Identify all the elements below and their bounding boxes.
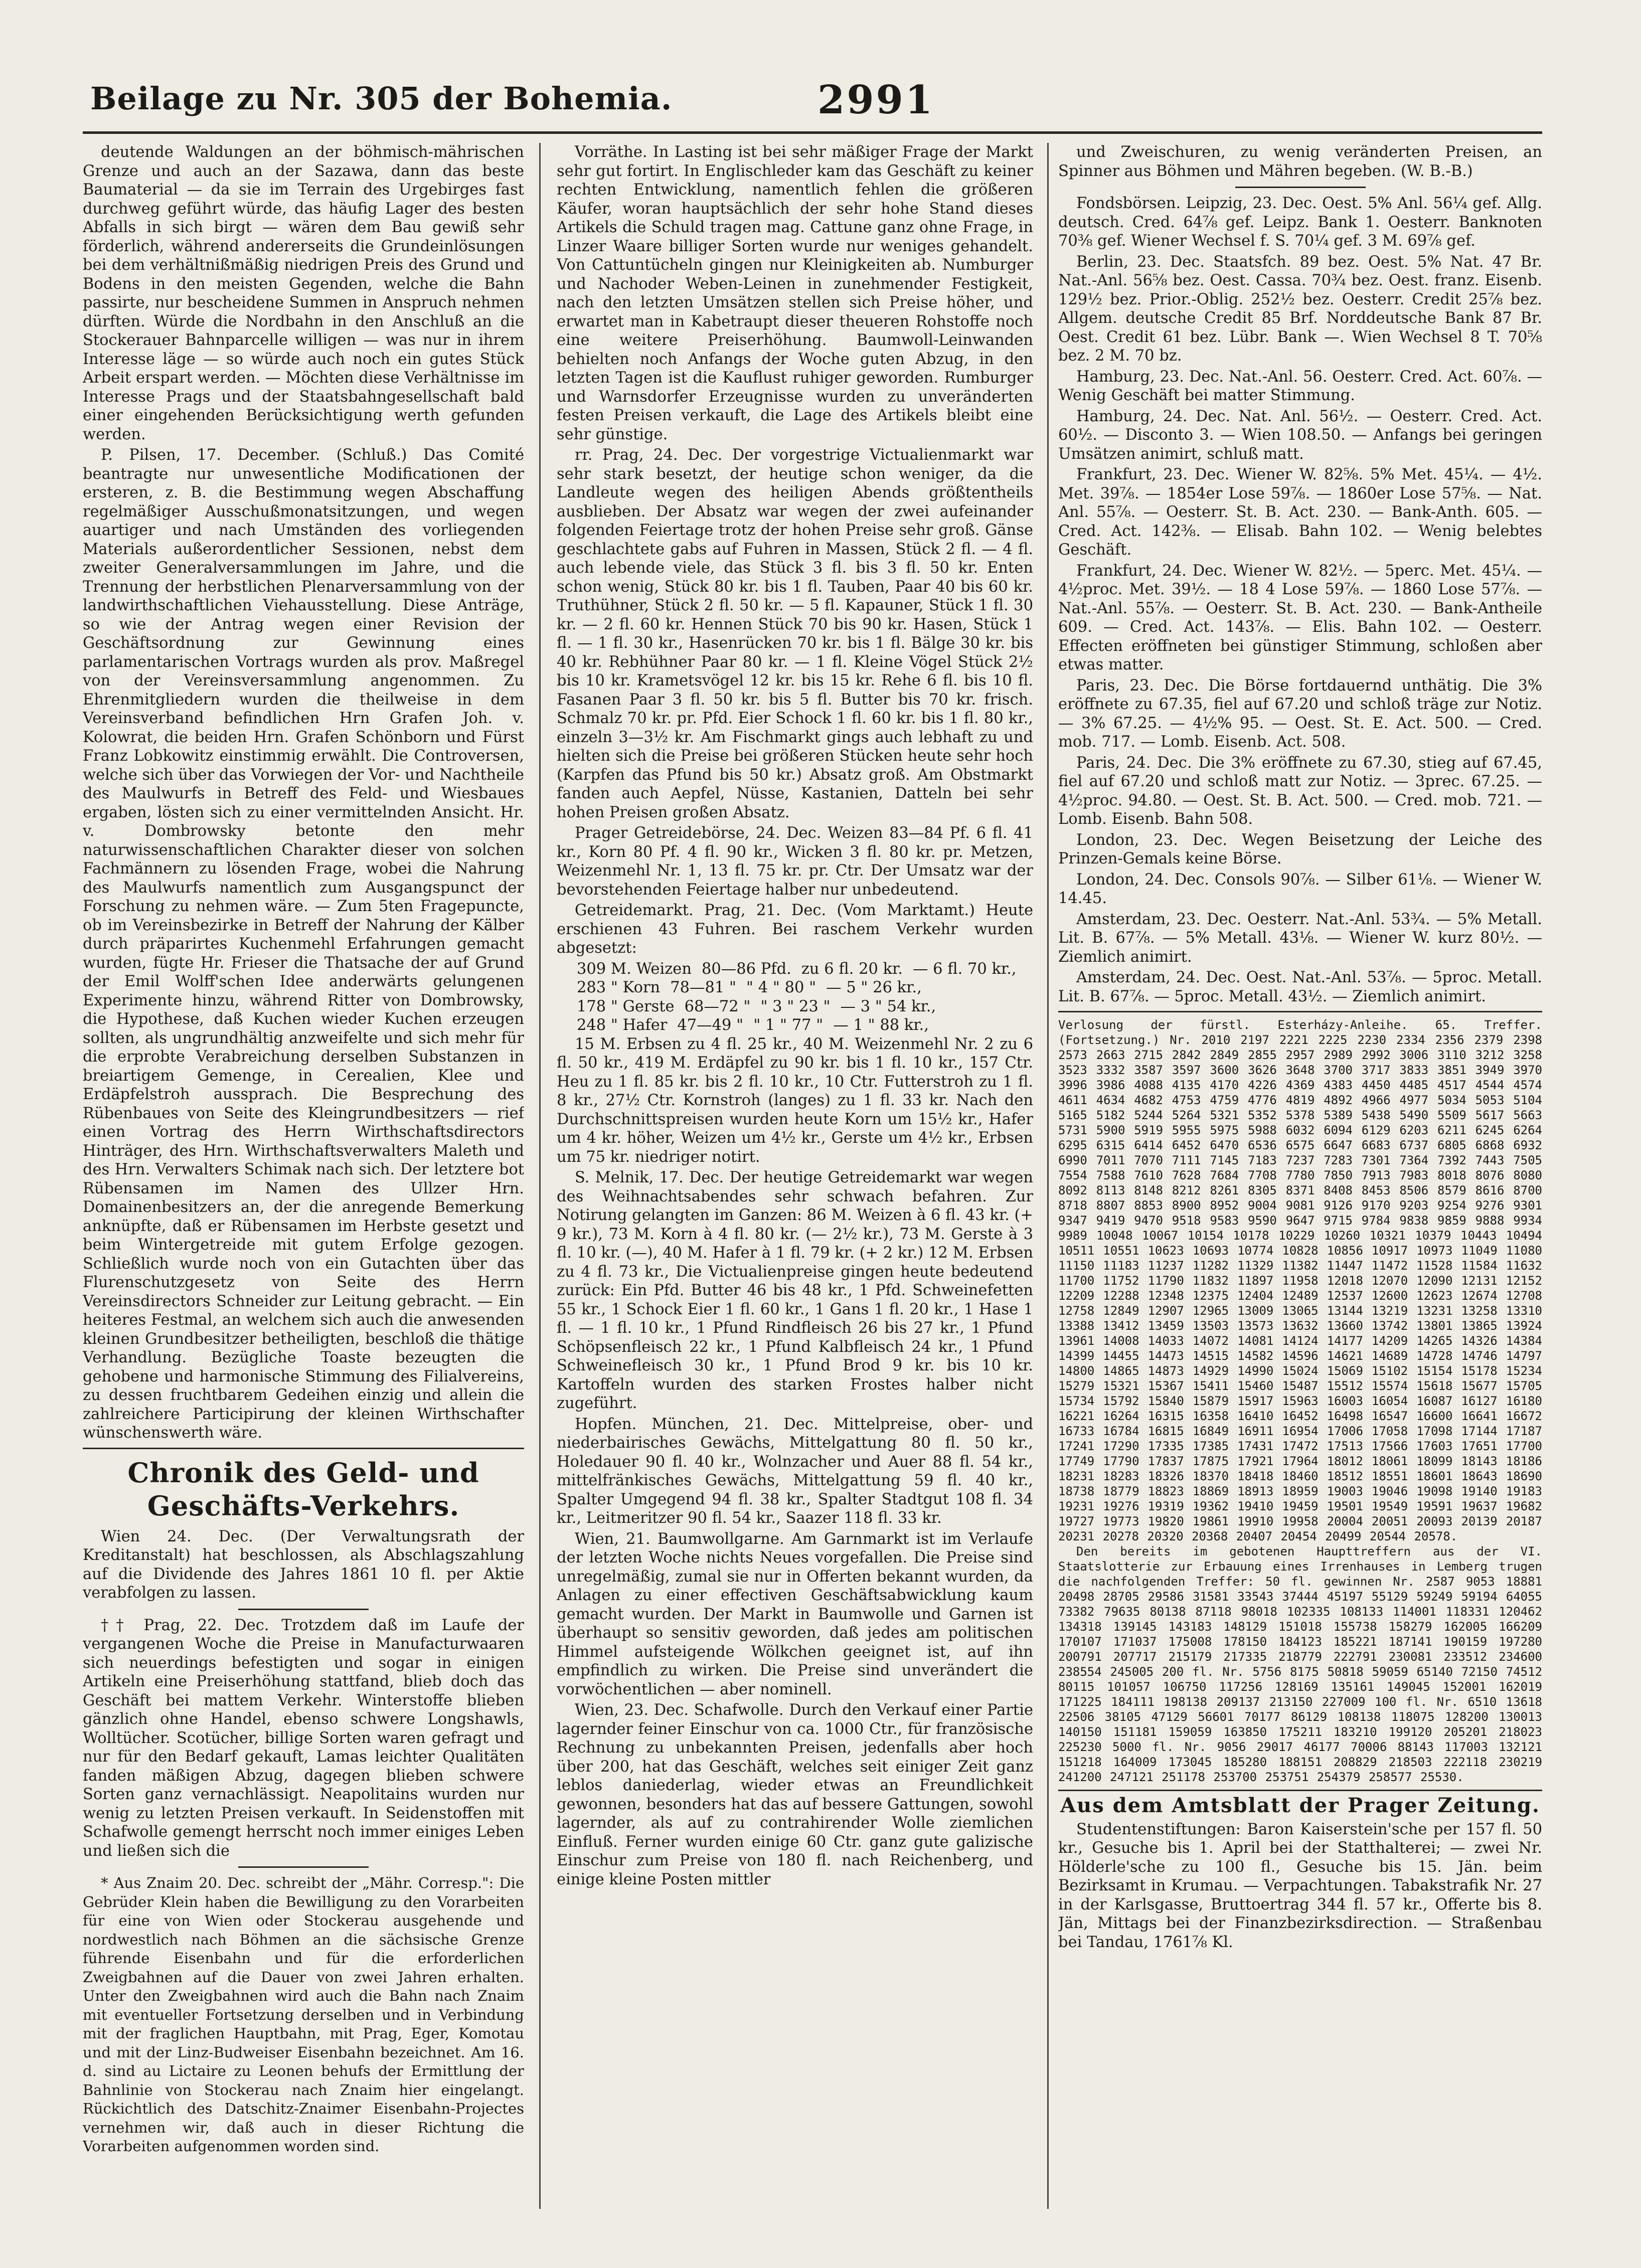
article-paragraph: Berlin, 23. Dec. Staatsfch. 89 bez. Oest. 5% Nat. 47 Br. Nat.-Anl. 56⅝ bez. Oest. Cassa. 70¾ bez. Oest. franz. Eisenb. 129½ bez. Prior.-Oblig. 252½ bez. Oesterr. Credit 25⅞ bez. Allgem. deutsche Credit 85 Brf. Norddeutsche Bank 87 Br. Oest. Credit 61 bez. Lübr. Bank —. Wien Wechsel 8 T. 70⅝ bez. 2 M. 70 bz. (1058, 253, 1542, 365)
lottery-prizes: Den bereits im gebotenen Haupttreffern aus der VI. Staatslotterie zur Erbauung eines Irrenhauses in Lemberg trugen die nachfolgenden Treffer: 50 fl. gewinnen Nr. 2587 9053 18881 20498 28705 29586 31581 33543 37444 45197 55129 59249 59194 64055 73382 79635 80138 87118 98018 102335 108133 114001 118331 120462 134318 139145 143183 148129 151018 155738 158279 162005 166209 170107 171037 175008 178150 184123 185221 187141 190159 197280 200791 207717 215179 217335 218779 222791 230081 233512 234600 238554 245005 200 fl. Nr. 5756 8175 50818 59059 65140 72150 74512 80115 101057 106750 117256 128169 135161 149045 152001 162019 171225 184111 198138 209137 213150 227009 100 fl. Nr. 6510 13618 22506 38105 47129 56601 70177 86129 108138 118075 128200 130013 140150 151181 159059 163850 175211 183210 199120 205201 218023 225230 5000 fl. Nr. 9056 29017 46177 70006 88143 117003 132121 151218 164009 173045 185280 188151 208829 218503 222118 230219 241200 247121 251178 253700 253751 254379 258577 25530. (1058, 1544, 1542, 1784)
article-paragraph: Wien 24. Dec. (Der Verwaltungsrath der Kreditanstalt) hat beschlossen, als Abschlagszahlung auf die Dividende des Jahres 1861 10 fl. per Aktie verabfolgen zu lassen. (83, 1527, 524, 1602)
article-paragraph: Hamburg, 24. Dec. Nat. Anl. 56½. — Oesterr. Cred. Act. 60½. — Disconto 3. — Wien 108.50. — Anfangs bei geringen Umsätzen animirt, schluß matt. (1058, 407, 1542, 463)
article-paragraph: Wien, 21. Baumwollgarne. Am Garnmarkt ist im Verlaufe der letzten Woche nichts Neues vorgefallen. Die Preise sind unregelmäßig, zumal sie nur in Offerten bekannt wurden, da Anlagen zu einer effectiven Geschäftsabwicklung kaum gemacht wurden. Der Markt in Baumwolle und Garnen ist überhaupt so sensitiv geworden, daß jedes am politischen Himmel aufsteigende Wölkchen geeignet ist, auf ihn empfindlich zu wirken. Die Preise sind unverändert die vorwöchentlichen — aber nominell. (557, 1530, 1033, 1698)
divider (238, 1866, 369, 1868)
article-paragraph: Wien, 23. Dec. Schafwolle. Durch den Verkauf einer Partie lagernder feiner Einschur von ca. 1000 Ctr., für französische Rechnung zu unbekannten Preisen, jedenfalls aber hoch über 200, hat das Geschäft, welches seit einiger Zeit ganz leblos daniederlag, wieder etwas an Freundlichkeit gewonnen, besonders hat das auf bessere Gattungen, sowohl lagernder, als auf zu contrahirender Wolle ziemlichen Einfluß. Ferner wurden einige 60 Ctr. ganz gute galizische Einschur zum Preise von 180 fl. nach Reichenberg, und einige kleine Posten mittler (557, 1701, 1033, 1888)
grain-cell: " 3 " 23 " (760, 997, 831, 1015)
grain-cell: " 1 " 77 " (753, 1016, 824, 1034)
grain-cell: — 1 " 88 kr., (833, 1016, 929, 1034)
grain-row (557, 1016, 1033, 1035)
article-paragraph: Fondsbörsen. Leipzig, 23. Dec. Oest. 5% Anl. 56¼ gef. Allg. deutsch. Cred. 64⅞ gef. Leipz. Bank 1. Oesterr. Banknoten 70⅜ gef. Wiener Wechsel f. S. 70¼ gef. 3 M. 69⅞ gef. (1058, 195, 1542, 250)
column-divider (539, 143, 541, 2209)
page-number: 2991 (817, 77, 935, 123)
grain-cell: 68—72 " (684, 997, 751, 1015)
article-paragraph: Vorräthe. In Lasting ist bei sehr mäßiger Frage der Markt sehr gut fortirt. In Englischleder kam das Geschäft zu keiner rechten Entwicklung, namentlich fehlen die größeren Käufer, woran hauptsächlich der sehr hohe Stand dieses Artikels die Schuld tragen mag. Cattune ganz ohne Frage, in Linzer Waare billiger Sorten wurde nur weniges gehandelt. Von Cattuntücheln gingen nur Kleinigkeiten ab. Numburger und Nachoder Weben-Leinen in zunehmender Festigkeit, nach den letzten Umsätzen stellen sich Preise höher, und erwartet man in Kabetraupt dieser theueren Rohstoffe noch eine weitere Preiserhöhung. Baumwoll-Leinwanden behielten noch Anfangs der Woche guten Abzug, in den letzten Tagen ist die Kauflust ruhiger geworden. Rumburger und Warnsdorfer Erzeugnisse wurden zu unveränderten festen Preisen verkauft, die Lage des Artikels bleibt eine sehr günstige. (557, 143, 1033, 443)
header-rule (83, 131, 1542, 134)
page-header (90, 77, 1545, 125)
article-paragraph: Frankfurt, 23. Dec. Wiener W. 82⅝. 5% Met. 45¼. — 4½. Met. 39⅞. — 1854er Lose 59⅞. — 1860er Lose 57⅝. — Nat. Anl. 55⅞. — Oesterr. St. B. Act. 230. — Bank-Anth. 605. — Cred. Act. 142⅜. — Elisab. Bahn 102. — Wenig belebtes Geschäft. (1058, 466, 1542, 559)
grain-row (557, 960, 1033, 979)
grain-row (557, 978, 1033, 997)
grain-table (557, 960, 1033, 1035)
article-paragraph: Paris, 24. Dec. Die 3% eröffnete zu 67.30, stieg auf 67.45, fiel auf 67.20 und schloß matt zur Notiz. — 3prec. 67.25. — 4½proc. 94.80. — Oest. St. B. Act. 500. — Cred. mob. 721. — Lomb. Eisenb. Bahn 508. (1058, 754, 1542, 828)
article-paragraph: †† Prag, 22. Dec. Trotzdem daß im Laufe der vergangenen Woche die Preise in Manufacturwaaren sich neuerdings befestigten und sogar in einigen Artikeln eine Preiserhöhung stattfand, blieb doch das Geschäft bei mattem Verkehr. Winterstoffe blieben gänzlich ohne Handel, ebenso schwere Longshawls, Wolltücher. Scotücher, billige Sorten waren gefragt und nur für den Bedarf gekauft, Lamas leichter Qualitäten fanden mäßigen Abzug, dagegen blieben schwere Sorten ganz vernachlässigt. Neapolitains wurden nur wenig zu letzten Preisen verkauft. In Seidenstoffen mit Schafwolle gemengt herrscht noch immer einiges Leben und ließen sich die (83, 1616, 524, 1860)
grain-cell: — 6 fl. 70 kr., (912, 960, 1017, 978)
article-paragraph: Hamburg, 23. Dec. Nat.-Anl. 56. Oesterr. Cred. Act. 60⅞. — Wenig Geschäft bei matter Stimmung. (1058, 368, 1542, 404)
column-divider (1047, 143, 1049, 2209)
grain-cell: 47—49 " (677, 1016, 744, 1034)
section-rule (1058, 1790, 1542, 1791)
column-1 (83, 143, 524, 2209)
article-paragraph: Hopfen. München, 21. Dec. Mittelpreise, ober- und niederbairisches Gewächs, Mittelgattung 80 fl. 50 kr., Holedauer 90 fl. 40 kr., Wolnzacher und Auer 88 fl. 54 kr., mittelfränkisches Gewächs, Mittelgattung 59 fl. 40 kr., Spalter Umgegend 94 fl. 38 kr., Spalter Stadtgut 108 fl. 34 kr., Leitmeritzer 90 fl. 54 kr., Saazer 118 fl. 33 kr. (557, 1415, 1033, 1527)
grain-cell: 283 " Korn (577, 979, 661, 996)
article-paragraph: Getreidemarkt. Prag, 21. Dec. (Vom Marktamt.) Heute erschienen 43 Fuhren. Bei raschem Verkehr wurden abgesetzt: (557, 902, 1033, 957)
article-paragraph: Paris, 23. Dec. Die Börse fortdauernd unthätig. Die 3% eröffnete zu 67.35, fiel auf 67.20 und schloß träge zur Notiz. — 3% 67.25. — 4½% 95. — Oest. St. E. Act. 500. — Cred. mob. 717. — Lomb. Eisenb. Act. 508. (1058, 676, 1542, 751)
divider (1235, 187, 1366, 188)
grain-cell: 248 " Hafer (577, 1016, 668, 1034)
article-paragraph: S. Melnik, 17. Dec. Der heutige Getreidemarkt war wegen des Weihnachtsabendes sehr schwach befahren. Zur Notirung gelangten im Ganzen: 86 M. Weizen à 6 fl. 43 kr. (+ 9 kr.), 73 M. Korn à 4 fl. 80 kr. (— 2½ kr.), 73 M. Gerste à 3 fl. 10 kr. (—), 40 M. Hafer à 1 fl. 79 kr. (+ 2 kr.) 12 M. Erbsen zu 4 fl. 73 kr., Die Victualienpreise gingen heute bedeutend zurück: Ein Pfd. Butter 46 bis 48 kr., 1 Pfd. Schweinefetten 55 kr., 1 Schock Eier 1 fl. 60 kr., 1 Gans 1 fl. 20 kr., 1 Hase 1 fl. — 1 fl. 10 kr., 1 Pfund Rindfleisch 26 bis 27 kr., 1 Pfund Schöpsenfleisch 22 kr., 1 Pfund Kalbfleisch 24 kr., 1 Pfund Schweinefleisch 30 kr., 1 Pfund Brod 9 kr. bis 10 kr. Kartoffeln wurden des starken Frostes halber nicht zugeführt. (557, 1169, 1033, 1412)
column-3 (1058, 143, 1542, 2209)
article-paragraph: London, 23. Dec. Wegen Beisetzung der Leiche des Prinzen-Gemals keine Börse. (1058, 831, 1542, 867)
article-paragraph: 15 M. Erbsen zu 4 fl. 25 kr., 40 M. Weizenmehl Nr. 2 zu 6 fl. 50 kr., 419 M. Erdäpfel zu 90 kr. bis 1 fl. 10 kr., 157 Ctr. Heu zu 1 fl. 85 kr. bis 2 fl. 10 kr., 10 Ctr. Futterstroh zu 1 fl. 8 kr., 27½ Ctr. Kornstroh (langes) zu 1 fl. 33 kr. Nach den Durchschnittspreisen wurden heute Korn um 15½ kr., Hafer um 4 kr. höher, Weizen um 4½ kr., Gerste um 4½ kr., Erbsen um 75 kr. niedriger notirt. (557, 1035, 1033, 1166)
grain-cell: 178 " Gerste (577, 997, 675, 1015)
grain-cell: 78—81 " (670, 979, 737, 996)
grain-cell: 309 M. Weizen (577, 960, 692, 978)
section-rule (83, 1448, 524, 1449)
article-paragraph: Amsterdam, 23. Dec. Oesterr. Nat.-Anl. 53¾. — 5% Metall. Lit. B. 67⅞. — 5% Metall. 43⅛. — Wiener W. kurz 80½. — Ziemlich animirt. (1058, 910, 1542, 966)
grain-cell: zu 6 fl. 20 kr. (801, 960, 903, 978)
article-paragraph: und Zweischuren, zu wenig veränderten Preisen, an Spinner aus Böhmen und Mähren begeben. (W. B.-B.) (1058, 143, 1542, 180)
lottery-numbers: Verlosung der fürstl. Esterházy-Anleihe. 65. Treffer. (Fortsetzung.) Nr. 2010 2197 2221 2225 2230 2334 2356 2379 2398 2573 2663 2715 2842 2849 2855 2957 2989 2992 3006 3110 3212 3258 3523 3332 3587 3597 3600 3626 3648 3700 3717 3833 3851 3949 3970 3996 3986 4088 4135 4170 4226 4369 4383 4450 4485 4517 4544 4574 4611 4634 4682 4753 4759 4776 4819 4892 4966 4977 5034 5053 5104 5165 5182 5244 5264 5321 5352 5378 5389 5438 5490 5509 5617 5663 5731 5900 5919 5955 5975 5988 6032 6094 6129 6203 6211 6245 6264 6295 6315 6414 6452 6470 6536 6575 6647 6683 6737 6805 6868 6932 6990 7011 7070 7111 7145 7183 7237 7283 7301 7364 7392 7443 7505 7554 7588 7610 7628 7684 7708 7780 7850 7913 7983 8018 8076 8080 8092 8113 8148 8212 8261 8305 8371 8408 8453 8506 8579 8616 8700 8718 8807 8853 8900 8952 9004 9081 9126 9170 9203 9254 9276 9301 9347 9419 9470 9518 9583 9590 9647 9715 9784 9838 9859 9888 9934 9989 10048 10067 10154 10178 10229 10260 10321 10379 10443 10494 10511 10551 10623 10693 10774 10828 10856 10917 10973 11049 11080 11150 11183 11237 11282 11329 11382 11447 11472 11528 11584 11632 11700 11752 11790 11832 11897 11958 12018 12070 12090 12131 12152 12209 12288 12348 12375 12404 12489 12537 12600 12623 12674 12708 12758 12849 12907 12965 13009 13065 13144 13219 13231 13258 13310 13388 13412 13459 13503 13573 13632 13660 13742 13801 13865 13924 13961 14008 14033 14072 14081 14124 14177 14209 14265 14326 14384 14399 14455 14473 14515 14582 14596 14621 14689 14728 14746 14797 14800 14865 14873 14929 14990 15024 15069 15102 15154 15178 15234 15279 15321 15367 15411 15460 15487 15512 15574 15618 15677 15705 15734 15792 15840 15879 15917 15963 16003 16054 16087 16127 16180 16221 16264 16315 16358 16410 16452 16498 16547 16600 16641 16672 16733 16784 16815 16849 16911 16954 17006 17058 17098 17144 17187 17241 17290 17335 17385 17431 17472 17513 17566 17603 17651 17700 17749 17790 17837 17875 17921 17964 18012 18061 18099 18143 18186 18231 18283 18326 18370 18418 18460 18512 18551 18601 18643 18690 18738 18779 18823 18869 18913 18959 19003 19046 19098 19140 19183 19231 19276 19319 19362 19410 19459 19501 19549 19591 19637 19682 19727 19773 19820 19861 19910 19958 20004 20051 20093 20139 20187 20231 20278 20320 20368 20407 20454 20499 20544 20578. (1058, 1018, 1542, 1543)
article-paragraph: London, 24. Dec. Consols 90⅞. — Silber 61⅛. — Wiener W. 14.45. (1058, 870, 1542, 907)
grain-cell: — 5 " 26 kr., (826, 979, 922, 996)
article-paragraph: deutende Waldungen an der böhmisch-mährischen Grenze und auch an der Sazawa, dann das beste Baumaterial — da sie im Terrain des Urgebirges fast durchweg geführt würde, das häufig Lager des besten Abfalls in sich birgt — wären dem Bau gewiß sehr förderlich, während andererseits die Grundeinlösungen bei dem verhältnißmäßig niedrigen Preis des Grund und Bodens in den meisten Gegenden, welche die Bahn passirte, nur bescheidene Summen in Anspruch nehmen dürften. Würde die Nordbahn in den Anschluß an die Stockerauer Bahnparcelle willigen — was nur in ihrem Interesse läge — so würde auch noch ein gutes Stück Arbeit erspart werden. — Möchten diese Verhältnisse im Interesse Prags und der Staatsbahngesellschaft bald einer eingehenden Berücksichtigung werth gefunden werden. (83, 143, 524, 443)
official-gazette-title: Aus dem Amtsblatt der Prager Zeitung. (1060, 1794, 1540, 1817)
grain-cell: 80—86 Pfd. (701, 960, 791, 978)
column-2 (557, 143, 1033, 2209)
article-paragraph: Frankfurt, 24. Dec. Wiener W. 82½. — 5perc. Met. 45¼. — 4½proc. Met. 39½. — 18 4 Lose 59⅞. — 1860 Lose 57⅞. — Nat.-Anl. 55⅞. — Oesterr. St. B. Act. 230. — Bank-Antheile 609. — Cred. Act. 143⅞. — Elis. Bahn 102. — Oesterr. Effecten eröffneten bei günstiger Stimmung, schloßen aber etwas matter. (1058, 562, 1542, 673)
article-paragraph: Prager Getreidebörse, 24. Dec. Weizen 83—84 Pf. 6 fl. 41 kr., Korn 80 Pf. 4 fl. 90 kr., Wicken 3 fl. 80 kr. pr. Metzen, Weizenmehl Nr. 1, 13 fl. 75 kr. pr. Ctr. Der Umsatz war der bevorstehenden Feiertage halber nur unbedeutend. (557, 824, 1033, 899)
supplement-title: Beilage zu Nr. 305 der Bohemia. (90, 80, 673, 117)
article-paragraph: Studentenstiftungen: Baron Kaiserstein'sche per 157 fl. 50 kr., Gesuche bis 1. April bei der Statthalterei; — zwei Nr. Hölderle'sche zu 100 fl., Gesuche bis 15. Jän. beim Bezirksamt in Krumau. — Verpachtungen. Tabakstrafik Nr. 27 in der Karlsgasse, Bruttoertrag 344 fl. 57 kr., Offerte bis 8. Jän, Mittags bei der Finanzbezirksdirection. — Straßenbau bei Tandau, 1761⅞ Kl. (1058, 1820, 1542, 1951)
section-title: Chronik des Geld- und Geschäfts-Verkehrs. (127, 1456, 479, 1522)
divider (238, 1609, 369, 1610)
section-rule (1058, 1011, 1542, 1012)
article-paragraph: P. Pilsen, 17. December. (Schluß.) Das Comité beantragte nur unwesentliche Modificationen der ersteren, z. B. die Bestimmung wegen Abschaffung regelmäßiger Ausschußmonatsitzungen, und wegen auartiger und nach Umständen des vorliegenden Materials außerordentlicher Sessionen, nebst dem zweiter Generalversammlungen im Jahre, und die Trennung der herbstlichen Plenarversammlung von der landwirthschaftlichen Viehausstellung. Diese Anträge, so wie der Antrag wegen einer Revision der Geschäftsordnung zur Gewinnung eines parlamentarischen Vortrags wurden als prov. Maßregel von der Vereinsversammlung angenommen. Zu Ehrenmitgliedern wurden die theilweise in dem Vereinsverband befindlichen Hrn Grafen Joh. v. Kolowrat, die beiden Hrn. Grafen Schönborn und Fürst Franz Lobkowitz einstimmig erwählt. Die Controversen, welche sich über das Vorwiegen der Vor- und Nachtheile des Maulwurfs in Betreff des Feld- und Wiesbaues ergaben, lösten sich zu einer vermittelnden Ansicht. Hr. v. Dombrowsky betonte den mehr naturwissenschaftlichen Charakter dieser von solchen Fachmännern zu lösenden Frage, wobei die Nahrung des Maulwurfs namentlich zum Ausgangspunct der Forschung zu nehmen wäre. — Zum 5ten Fragepuncte, ob im Vereinsbezirke in Betreff der Nahrung der Kälber durch präparirtes Kuchenmehl Erfahrungen gemacht wurden, fügte Hr. Frieser die Thatsache der auf Grund der Emil Wolff'schen Idee anderwärts gelungenen Experimente hinzu, während Ritter von Dombrowsky, die Hypothese, daß Kuchen wieder Kuchen erzeugen sollten, als ungrundhältig anzweifelte und sich mehr für die erprobte Verabreichung derselben Substanzen in breiartigem Gemenge, in Cerealien, Klee und Erdäpfelstroh aussprach. Die Besprechung des Rübenbaues von Seite des Kleingrundbesitzers — rief einen Vortrag des Herrn Wirthschaftsdirectors Hinträger, des Hrn. Wirthschaftsverwalters Maleth und des Hrn. Verwalters Schimak nach sich. Der letztere bot Rübensamen im Namen des Ullzer Hrn. Domainenbesitzers an, der die anregende Bemerkung anknüpfte, daß er Rübensamen im Herbste gesetzt und beim Wintergetreide mit gutem Erfolge gezogen. Schließlich wurde noch von ein Gutachten über das Flurenschutzgesetz von Seite des Herrn Vereinsdirectors Schneider zur Leitung gebracht. — Ein heiteres Festmal, an welchem sich auch die anwesenden kleinen Grundbesitzer betheiligten, beschloß die thätige Verhandlung. Bezügliche Toaste bezeugten die gehobene und harmonische Stimmung des Filialvereins, zu dessen fruchtbarem Gedeihen einzig und allein die zahlreichere Participirung der kleinen Wirthschafter wünschenswerth wäre. (83, 446, 524, 1442)
grain-cell: — 3 " 54 kr., (840, 997, 936, 1015)
grain-row (557, 997, 1033, 1016)
article-paragraph: * Aus Znaim 20. Dec. schreibt der „Mähr. Corresp.": Die Gebrüder Klein haben die Bewilligung zu den Vorarbeiten für eine von Wien oder Stockerau ausgehende und nordwestlich nach Böhmen an die sächsische Grenze führende Eisenbahn und für die erforderlichen Zweigbahnen auf die Dauer von zwei Jahren erhalten. Unter den Zweigbahnen wird auch die Bahn nach Znaim mit eventueller Fortsetzung derselben und in Verbindung mit der fraglichen Hauptbahn, mit Prag, Eger, Komotau und mit der Linz-Budweiser Eisenbahn bezeichnet. Am 16. d. sind au Lictaire zu Leonen behufs der Ermittlung der Bahnlinie von Stockerau nach Znaim hier eingelangt. Rückichtlich des Datschitz-Znaimer Eisenbahn-Projectes vernehmen wir, daß auch in dieser Richtung die Vorarbeiten aufgenommen worden sind. (83, 1874, 524, 2155)
grain-cell: " 4 " 80 " (746, 979, 816, 996)
article-paragraph: rr. Prag, 24. Dec. Der vorgestrige Victualienmarkt war sehr stark besetzt, der heutige schon weniger, da die Landleute wegen des heiligen Abends größtentheils ausblieben. Der Absatz war wegen der zwei aufeinander folgenden Feiertage trotz der hohen Preise sehr groß. Gänse geschlachtete gabs auf Fuhren in Massen, Stück 2 fl. — 4 fl. auch lebende viele, das Stück 3 fl. bis 3 fl. 50 kr. Enten schon wenig, Stück 80 kr. bis 1 fl. Tauben, Paar 40 bis 60 kr. Truthühner, Stück 2 fl. 50 kr. — 5 fl. Kapauner, Stück 1 fl. 30 kr. — 2 fl. 60 kr. Hennen Stück 70 bis 90 kr. Hasen, Stück 1 fl. — 1 fl. 30 kr., Hasenrücken 70 kr. bis 1 fl. Bälge 30 kr. bis 40 kr. Rebhühner Paar 80 kr. — 1 fl. Kleine Vögel Stück 2½ bis 10 kr. Krametsvögel 12 kr. bis 15 kr. Rehe 6 fl. bis 10 fl. Fasanen Paar 3 fl. 50 kr. bis 5 fl. Butter bis 70 kr. frisch. Schmalz 70 kr. pr. Pfd. Eier Schock 1 fl. 60 kr. bis 1 fl. 80 kr., einzeln 3—3½ kr. Am Fischmarkt gings auch lebhaft zu und hielten sich die Preise bei größeren Stücken heute sehr hoch (Karpfen das Pfund bis 50 kr.) Absatz groß. Am Obstmarkt fanden auch Aepfel, Nüsse, Kastanien, Datteln bei sehr hohen Preisen großen Absatz. (557, 446, 1033, 821)
article-paragraph: Amsterdam, 24. Dec. Oest. Nat.-Anl. 53⅞. — 5proc. Metall. Lit. B. 67⅞. — 5proc. Metall. 43½. — Ziemlich animirt. (1058, 969, 1542, 1005)
